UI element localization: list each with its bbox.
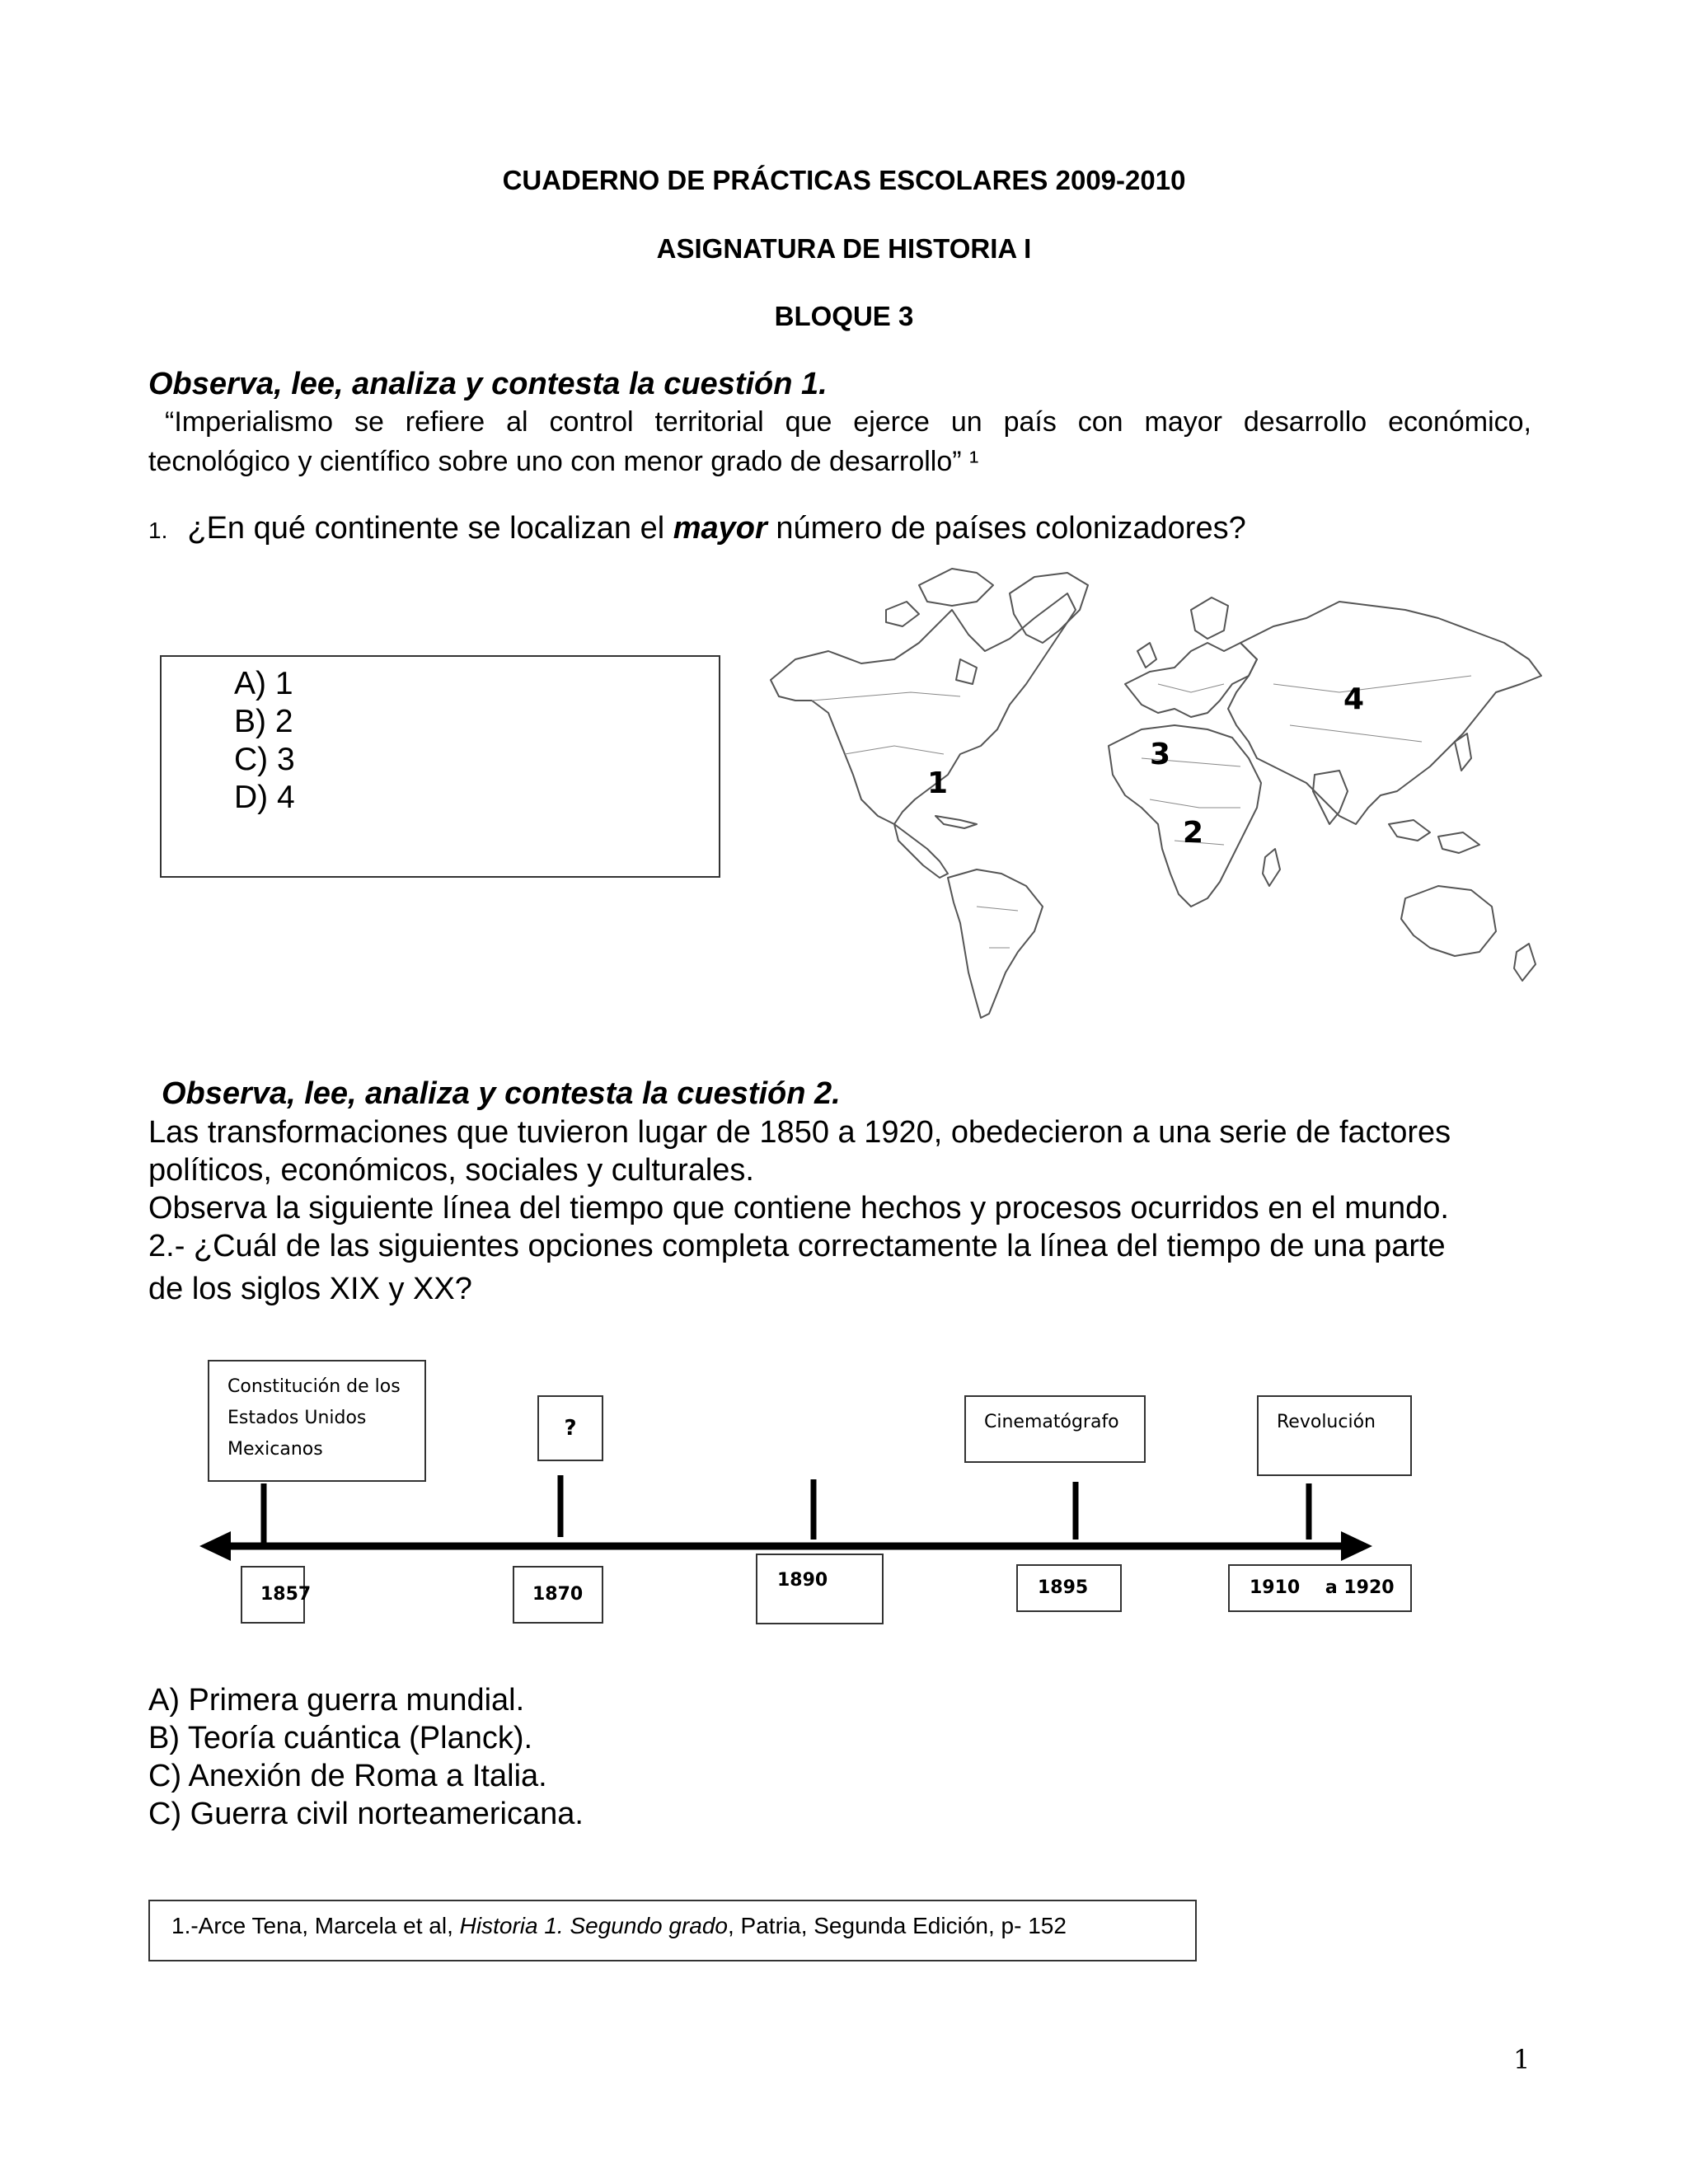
question-text-post: número de países colonizadores? (776, 511, 1246, 546)
question-text-pre: ¿En qué continente se localizan el (187, 511, 665, 546)
event-box-cinematografo (964, 1395, 1146, 1463)
option-c[interactable]: C) 3 (234, 742, 295, 777)
year-1895: 1895 (1038, 1577, 1089, 1598)
world-map-drawing (762, 560, 1554, 1022)
year-1857: 1857 (260, 1584, 312, 1605)
option-a[interactable]: A) 1 (234, 666, 293, 701)
section1-instruction: Observa, lee, analiza y contesta la cuestión 1. (148, 367, 828, 401)
document-title: CUADERNO DE PRÁCTICAS ESCOLARES 2009-2010 (502, 165, 1186, 195)
quote-line-2: tecnológico y científico sobre uno con menor grado de desarrollo” ¹ (148, 446, 979, 477)
question-1 (148, 511, 1246, 546)
section2-options (148, 1681, 584, 1833)
option-d[interactable]: D) 4 (234, 780, 295, 815)
year-box-1910-1920 (1228, 1564, 1412, 1612)
reference-post: , Patria, Segunda Edición, p- 152 (727, 1913, 1067, 1938)
reference-book: Historia 1. Segundo grado (459, 1913, 728, 1938)
timeline-arrow-left (199, 1531, 231, 1561)
world-map (762, 560, 1554, 1022)
year-1910-1920: 1910 a 1920 (1250, 1577, 1395, 1598)
event-cinematografo-label: Cinematógrafo (984, 1412, 1119, 1432)
event-box-constitucion (208, 1360, 426, 1482)
event-box-revolucion (1257, 1395, 1412, 1476)
event-revolucion-label: Revolución (1277, 1412, 1376, 1432)
map-label-2: 2 (1183, 816, 1204, 850)
option-2a[interactable]: A) Primera guerra mundial. (148, 1683, 525, 1718)
option-2b[interactable]: B) Teoría cuántica (Planck). (148, 1721, 533, 1755)
section2-line-1: Las transformaciones que tuvieron lugar de 1850 a 1920, obedecieron a una serie de factores (148, 1115, 1451, 1150)
section2-line-2: políticos, económicos, sociales y culturales. (148, 1153, 754, 1188)
year-1890: 1890 (777, 1570, 828, 1591)
year-box-1890 (756, 1554, 884, 1624)
year-box-1870 (513, 1566, 603, 1624)
map-label-1: 1 (927, 766, 949, 800)
timeline-axis (198, 1467, 1376, 1566)
section2-instruction: Observa, lee, analiza y contesta la cuestión 2. (162, 1076, 841, 1111)
section2-line-4: 2.- ¿Cuál de las siguientes opciones completa correctamente la línea del tiempo de una parte (148, 1229, 1446, 1263)
option-2c[interactable]: C) Anexión de Roma a Italia. (148, 1759, 547, 1793)
event-constitucion-line-1: Constitución de los (227, 1376, 401, 1397)
subject-title: ASIGNATURA DE HISTORIA I (656, 233, 1032, 264)
event-constitucion-line-3: Mexicanos (227, 1439, 323, 1460)
question-number: 1. (148, 518, 168, 543)
year-box-1857 (241, 1566, 312, 1624)
reference-pre: 1.-Arce Tena, Marcela et al, (171, 1913, 460, 1938)
event-unknown-mark: ? (564, 1416, 577, 1441)
year-1870: 1870 (532, 1584, 584, 1605)
options-box (160, 655, 720, 878)
quote-line-1: “Imperialismo se refiere al control territorial que ejerce un país con mayor desarrollo económico, (165, 406, 1531, 438)
option-b[interactable]: B) 2 (234, 704, 293, 739)
question-emphasis: mayor (673, 511, 767, 546)
year-box-1895 (1016, 1564, 1122, 1612)
page-number: 1 (1513, 2044, 1531, 2075)
section2-line-5: de los siglos XIX y XX? (148, 1272, 472, 1306)
event-box-unknown (537, 1395, 603, 1461)
map-label-3: 3 (1150, 738, 1171, 771)
timeline-arrow-right (1341, 1531, 1372, 1561)
map-label-4: 4 (1343, 682, 1365, 716)
option-2d[interactable]: C) Guerra civil norteamericana. (148, 1797, 584, 1831)
reference-box (148, 1900, 1197, 1961)
section2-line-3: Observa la siguiente línea del tiempo que contiene hechos y procesos ocurridos en el mundo. (148, 1191, 1449, 1226)
section2-paragraph (148, 1113, 1451, 1308)
block-title: BLOQUE 3 (774, 301, 914, 331)
event-constitucion-line-2: Estados Unidos (227, 1408, 367, 1428)
